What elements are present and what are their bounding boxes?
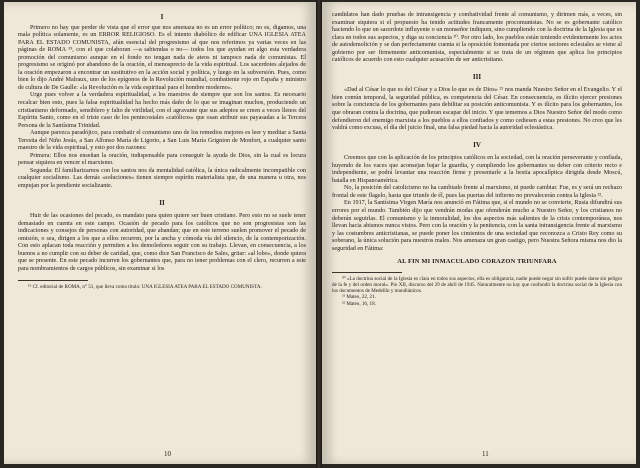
closing-heading: AL FIN MI INMACULADO CORAZON TRIUNFARA — [397, 258, 557, 266]
footnote: ²² Mateo, 16, 18. — [342, 300, 376, 307]
section-numeral: I — [160, 13, 164, 21]
footnote-rule — [18, 280, 88, 281]
right-page-text — [332, 12, 622, 307]
footnote-rule — [332, 272, 402, 273]
page-number: 11 — [482, 450, 489, 458]
paragraph: En 1917, la Santísima Virgen María nos anunció en Fátima que, si el mundo no se convierte, Rusia difundirá sus errores por el mundo. También dijo que vendrán modas que ofenderán mucho a Nuestro Señor, y los cristianos no deberán seguirlas. El comunismo y la inmoralidad, los dos aspectos más salientes de la crisis contemporánea, nos llevan hacia abismos nunca vistos. Pero con la oración y la penitencia, con la santa intransigencia frente al marxismo y las costumbres anticristianas, se puede poner los cimientos de una sociedad que reconozca a Cristo Rey como su soberano, la única solución para nuestros males. Nos amenaza un gran castigo, pero Nuestra Señora misma nos dio la seguridad en Fátima: — [332, 200, 622, 252]
section-numeral: II — [159, 198, 165, 207]
footnote: ²⁰ «La doctrina social de la Iglesia es clara en todos sus aspectos, ella es obligatoria, nadie puede negar sin sufrir puede darse sin peligro de la fe y del orden moral». Pío XII, discurso del 29 de abril de 1945. Naturalmente no hay que confundir la doctrina social de la Iglesia con los documentos de Medellín y mundiánicos. — [332, 275, 622, 295]
paragraph: Primero no hay que perder de vista que el error que nos amenaza no es un error político; no es, digamos, una mala política solamente, es un ERROR RELIGIOSO. Es el intento diabólico de edificar UNA IGLESIA ATEA PARA EL ESTADO COMUNISTA, afán esencial del progresismo al que nos referimos ya varias veces en las páginas de ROMA ¹⁹, con el que colaboran —a sabiendas o no— todos los que ayudan en algo esta verdadera promoción del comunismo aunque en el fondo no tengan nada de ateos ni tampoco nada de comunistas. El progresismo se originó por abandono de la oración, el menosprecio de la vida espiritual. Los sacerdotes alejados de la oración empezaron a encontrar un sustitutivo en la acción social y política, y luego en la subversión. Pues, como bien lo dijo André Malraux, uno de los epígonos de la Revolución mundial, combatiente rojo en España y ministro de cultura de De Gaulle: «la Revolución es la vida espiritual para el hombre moderno». — [18, 24, 306, 91]
paragraph: Primera: Ellos nos enseñan la oración, indispensable para conseguir la ayuda de Dios, sin la cual es locura pensar siquiera en vencer el marxismo. — [18, 152, 306, 167]
left-page-text — [18, 12, 306, 290]
right-page — [322, 2, 636, 464]
left-page — [4, 2, 316, 464]
paragraph: Creemos que con la aplicación de los principios católicos en la sociedad, con la oración perseverante y confiada, huyendo de los vaces que aconsejan bajar la guardia, y cumpliendo los gobernantes su deber con criterio recto e independiente, se podrá levantar una reacción firme y presentarle a la bestia apocalíptica dirigida desde Moscú, batalla en Hispanoamérica. — [332, 155, 622, 184]
section-numeral: IV — [473, 140, 481, 149]
page-number: 10 — [164, 450, 171, 458]
paragraph: Segunda: El familiarizarnos con los santos nos da mentalidad católica, la única radicalmente incompatible con cualquier socialismo. Las demás «soluciones» tienen siempre espíritu materialista que, de una manera u otra, nos empujan por la pendiente socializante. — [18, 167, 306, 190]
footnote: ¹⁹ Cf. editorial de ROMA, n° 51, que lleva como título: UNA IGLESIA ATEA PARA EL ESTADO COMUNISTA. — [28, 283, 262, 290]
paragraph: Urge pues volver a la verdadera espiritualidad, a los maestros de siempre que son los santos. Es necesario recalcar bien esto, pues la falsa espiritualidad ha hecho más daño de lo que se imaginan muchos, produciendo un cristianismo deformado, sensiblero y falto de virilidad, con el agravante que sus adeptos se creen a veces llenos del Espíritu Santo, como en el triste caso de los pentecostales «católicos» que osan atribuir sus payasadas a la Tercera Persona de la Santísima Trinidad. — [18, 92, 306, 129]
paragraph: No, la posición del catolicismo no ha cambiado frente al marxismo, ni puede cambiar. Fue, es y será un rechazo frontal de este flagelo, hasta que triunfe de él, pues las puertas del infierno no prevalecerán contra la Iglesia ²². — [332, 185, 622, 199]
paragraph: Aunque parezca paradójico, para combatir el comunismo uno de los remedios mejores es leer y meditar a Santa Teresita del Niño Jesús, a San Alfonso María de Ligorio, a San Luis María Grignion de Monfort, a cualquier santo maestro de la vida espiritual, y esto por dos razones: — [18, 130, 306, 152]
footnote: ²¹ Mateo, 22, 21. — [342, 294, 376, 301]
section-numeral: III — [472, 72, 482, 81]
paragraph: Huir de las ocasiones del pecado, es mandato para quien quiere ser buen cristiano. Pero esto no se suele tener demasiado en cuenta en este campo. Ocasión de pecado para los católicos que no son progresistas son las indicaciones y consejos de personas con autoridad, que abandan; que en este terreno suelen promover el pecado de omisión, o sea, dirigen a los que a ellos recurren, por la ancha y cómoda vía del silencio, de la contemporización. Con esto aplacan toda reacción y permiten a los demoledores seguir con su trabajo. Llevan, en consecuencia, a los buenos a no cumplir con su deber de caridad, que, como dice San Francisco de Sales, gritar: «al lobo», donde quiera que se presente. En este pecado incurren los gobernantes que, para no tener problemas con el clero, recurren a este para nombramientos de cargos públicos, sin examinar si los — [18, 213, 306, 272]
paragraph: candidatos han dado pruebas de intransigencia y combatividad frente al comunismo, y dirimen más, a veces, sin examinar siquiera si el propuesto ha tenido actitudes francamente procomunistas. No se es gobernante católico haciendo lo que un sacerdote influyente o un monseñor indiquen, sino cumpliendo con la doctrina de la Iglesia que es clara en todos sus aspectos, y diga su conciencia ²⁰. Por otro lado, los pueblos están teniendo evidentemente los actos de autodemolición y se dan perfectamente cuenta si la oposición fomentada por ciertos sectores eclesiales se viene al gobierno por ser firmemente anticomunista, especialmente si se trata de un régimen que aplica los principios católicos de acuerdo con esto cualquier acusación de ser anticristiano. — [332, 12, 622, 64]
paragraph: «Dad al César lo que es del César y a Dios lo que es de Dios» ²¹ nos manda Nuestro Señor en el Evangelio. Y el bien común temporal, la seguridad pública, es competencia del César. En consecuencia, es ilícito ejercer presiones sobre la conciencia de los gobernantes para debilitar su posición anticomunista. Y es ilícito para los gobernantes, los que obraran contra la doctrina, que pudieran escapar del inicio. Y que tememos a Dios Nuestro Señor del modo como defendieron del enemigo marxista a los pueblos a ellos confiados y como cediesen a estas presiones. No creo que les valdrá como excusa, el día del juicio final, una falsa piedad hacia la autoridad eclesiástica. — [332, 87, 622, 132]
